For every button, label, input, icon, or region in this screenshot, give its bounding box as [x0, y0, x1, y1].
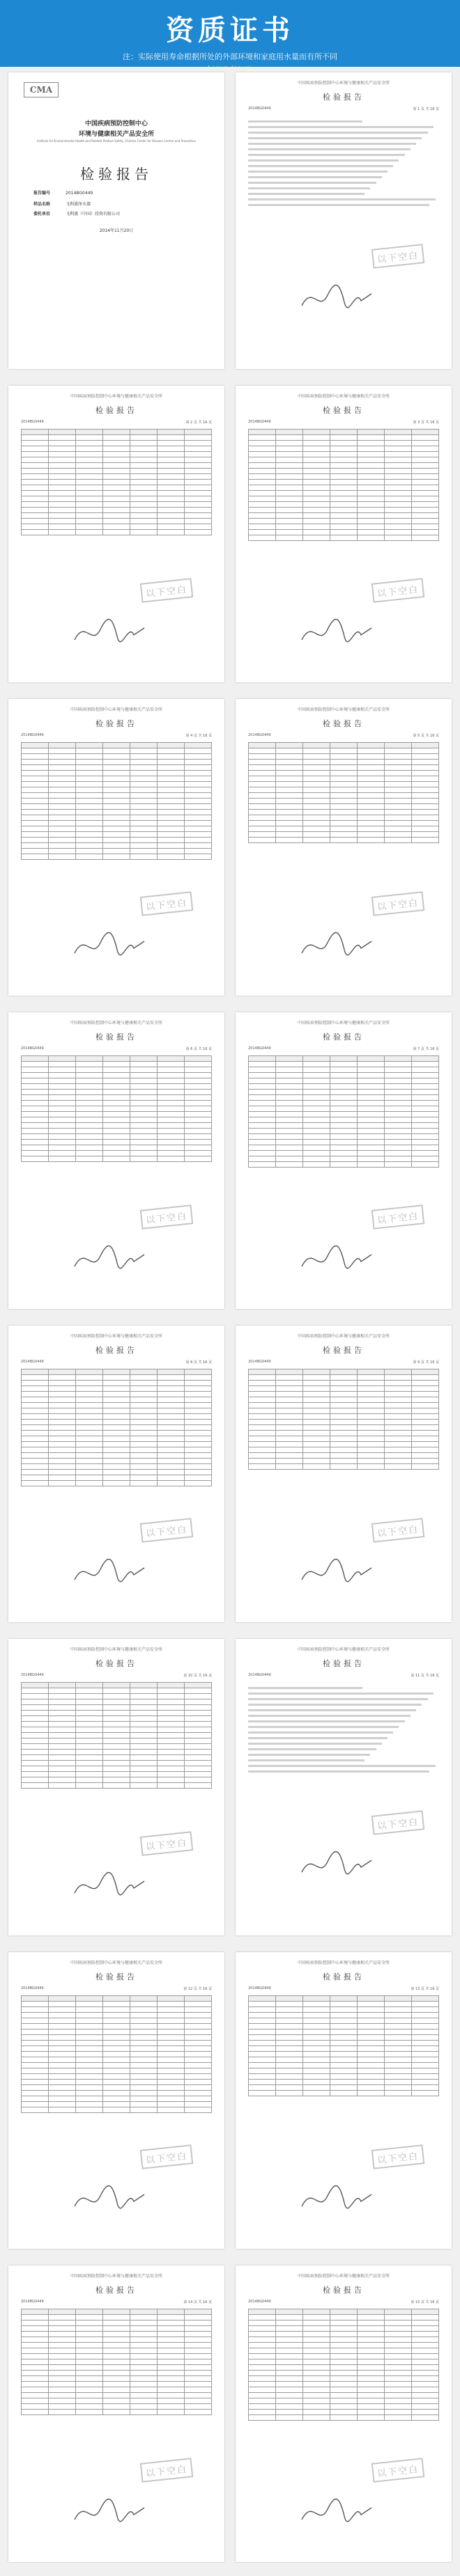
page-title: 检验报告 — [95, 1659, 137, 1668]
page-title: 检验报告 — [323, 1032, 365, 1042]
page-title: 检验报告 — [323, 1659, 365, 1668]
page-title: 检验报告 — [95, 719, 137, 728]
cover-client — [33, 210, 120, 217]
signature — [298, 1848, 375, 1883]
page-title: 检验报告 — [95, 406, 137, 415]
cma-logo: CMA — [24, 82, 59, 97]
signature — [71, 1555, 148, 1590]
page-title: 检验报告 — [323, 1346, 365, 1355]
signature — [71, 929, 148, 964]
blank-below-stamp: 以下空白 — [140, 1831, 194, 1856]
signature — [298, 1555, 375, 1590]
blank-below-stamp: 以下空白 — [371, 1518, 425, 1543]
page-report-no: 2014BG0449 — [21, 1046, 44, 1051]
page-number: 第 2 页 共 16 页 — [185, 421, 212, 425]
page-report-no: 2014BG0449 — [248, 107, 271, 111]
report-page — [8, 1639, 224, 1935]
cover-report-no — [33, 189, 93, 196]
report-page — [236, 1012, 452, 1309]
signature — [71, 2182, 148, 2217]
page-header: 中国疾病预防控制中心环境与健康相关产品安全所 — [297, 707, 390, 712]
banner — [0, 0, 460, 67]
page-meta — [236, 2295, 452, 2306]
signature — [71, 2495, 148, 2530]
page-meta — [8, 2295, 224, 2306]
page-report-no: 2014BG0449 — [21, 420, 44, 424]
report-page — [8, 386, 224, 682]
page-number: 第 14 页 共 16 页 — [183, 2300, 212, 2304]
page-report-no: 2014BG0449 — [21, 1986, 44, 1990]
blank-below-stamp: 以下空白 — [371, 578, 425, 603]
page-meta — [8, 1669, 224, 1679]
page-body-text — [236, 113, 452, 214]
page-report-no: 2014BG0449 — [248, 420, 271, 424]
page-header: 中国疾病预防控制中心环境与健康相关产品安全所 — [297, 1961, 390, 1965]
blank-below-stamp: 以下空白 — [371, 1810, 425, 1835]
page-header: 中国疾病预防控制中心环境与健康相关产品安全所 — [70, 2274, 162, 2279]
results-table — [21, 1055, 212, 1162]
page-meta — [236, 729, 452, 739]
results-table — [248, 742, 439, 843]
report-page — [236, 699, 452, 996]
report-page — [236, 1639, 452, 1935]
page-meta — [8, 1982, 224, 1993]
page-report-no: 2014BG0449 — [21, 733, 44, 737]
page-meta — [236, 1042, 452, 1053]
sample-label: 样品名称 — [33, 202, 51, 207]
page-body-text — [236, 1679, 452, 1780]
report-pages-grid — [0, 67, 460, 2576]
page-number: 第 11 页 共 16 页 — [411, 1674, 439, 1678]
page-report-no: 2014BG0449 — [248, 1046, 271, 1051]
blank-below-stamp: 以下空白 — [371, 2144, 425, 2169]
results-table — [21, 1995, 212, 2113]
page-meta — [8, 416, 224, 426]
report-page — [236, 1952, 452, 2249]
page-title: 检验报告 — [95, 1972, 137, 1981]
blank-below-stamp: 以下空白 — [140, 2144, 194, 2169]
blank-below-stamp: 以下空白 — [371, 1204, 425, 1230]
page-header: 中国疾病预防控制中心环境与健康相关产品安全所 — [70, 1647, 162, 1652]
page-header: 中国疾病预防控制中心环境与健康相关产品安全所 — [70, 1021, 162, 1026]
page-report-no: 2014BG0449 — [21, 1360, 44, 1364]
page-meta — [236, 1356, 452, 1366]
page-header: 中国疾病预防控制中心环境与健康相关产品安全所 — [297, 81, 390, 86]
page-report-no: 2014BG0449 — [248, 733, 271, 737]
page-number: 第 8 页 共 16 页 — [185, 1360, 212, 1365]
report-page — [236, 1326, 452, 1622]
page-number: 第 6 页 共 16 页 — [185, 1047, 212, 1051]
results-table — [248, 1995, 439, 2096]
report-page — [8, 2265, 224, 2562]
sample-value: 飞利浦净水器 — [66, 202, 91, 207]
page-number: 第 12 页 共 16 页 — [183, 1987, 212, 1991]
report-no-value: 2014BG0449 — [66, 191, 93, 196]
results-table — [21, 1682, 212, 1789]
page-meta — [236, 1669, 452, 1679]
banner-title: 资质证书 — [166, 15, 294, 47]
report-page — [236, 2265, 452, 2562]
page-title: 检验报告 — [323, 406, 365, 415]
signature — [298, 1242, 375, 1277]
page-header: 中国疾病预防控制中心环境与健康相关产品安全所 — [70, 707, 162, 712]
page-title: 检验报告 — [323, 93, 365, 102]
cover-sample — [33, 201, 91, 207]
results-table — [248, 1055, 439, 1168]
results-table — [21, 1369, 212, 1486]
blank-below-stamp: 以下空白 — [371, 2458, 425, 2483]
page-report-no: 2014BG0449 — [248, 1673, 271, 1677]
page-header: 中国疾病预防控制中心环境与健康相关产品安全所 — [297, 1647, 390, 1652]
page-meta — [236, 416, 452, 426]
page-meta — [236, 1982, 452, 1993]
blank-below-stamp: 以下空白 — [140, 2458, 194, 2483]
page-report-no: 2014BG0449 — [248, 1360, 271, 1364]
report-page — [8, 1326, 224, 1622]
page-number: 第 3 页 共 16 页 — [413, 421, 439, 425]
page-title: 检验报告 — [95, 2286, 137, 2295]
results-table — [248, 429, 439, 541]
page-meta — [8, 729, 224, 739]
blank-below-stamp: 以下空白 — [140, 1518, 194, 1543]
page-number: 第 10 页 共 16 页 — [183, 1674, 212, 1678]
client-label: 委托单位 — [33, 212, 51, 217]
signature — [71, 1869, 148, 1903]
blank-below-stamp: 以下空白 — [140, 578, 194, 603]
cover-page — [8, 72, 224, 369]
page-number: 第 5 页 共 16 页 — [413, 734, 439, 738]
signature — [71, 1242, 148, 1277]
page-meta — [8, 1042, 224, 1053]
client-value: 飞利浦（中国）投资有限公司 — [66, 212, 121, 217]
blank-below-stamp: 以下空白 — [140, 891, 194, 916]
signature — [298, 2182, 375, 2217]
report-no-label: 报告编号 — [33, 191, 51, 196]
org-line-2: 环境与健康相关产品安全所 — [78, 131, 154, 138]
page-number: 第 13 页 共 16 页 — [411, 1987, 439, 1991]
page-report-no: 2014BG0449 — [21, 1673, 44, 1677]
signature — [298, 2495, 375, 2530]
blank-below-stamp: 以下空白 — [371, 891, 425, 916]
cover-org — [8, 118, 224, 143]
page-header: 中国疾病预防控制中心环境与健康相关产品安全所 — [70, 394, 162, 399]
results-table — [248, 1369, 439, 1470]
page-header: 中国疾病预防控制中心环境与健康相关产品安全所 — [297, 1334, 390, 1339]
report-page — [236, 72, 452, 369]
page-report-no: 2014BG0449 — [248, 2300, 271, 2304]
page-header: 中国疾病预防控制中心环境与健康相关产品安全所 — [70, 1961, 162, 1965]
results-table — [21, 742, 212, 860]
page-header: 中国疾病预防控制中心环境与健康相关产品安全所 — [70, 1334, 162, 1339]
results-table — [21, 429, 212, 535]
report-page — [8, 1952, 224, 2249]
report-page — [8, 1012, 224, 1309]
page-title: 检验报告 — [323, 719, 365, 728]
page-meta — [236, 102, 452, 113]
signature — [71, 615, 148, 650]
signature — [298, 615, 375, 650]
banner-subtitle: 注：实际使用寿命根据所处的外部环境和家庭用水量而有所不同 — [123, 52, 337, 61]
page-title: 检验报告 — [323, 1972, 365, 1981]
blank-below-stamp: 以下空白 — [140, 1204, 194, 1230]
blank-below-stamp: 以下空白 — [371, 244, 425, 269]
org-line-1: 中国疾病预防控制中心 — [84, 120, 148, 127]
org-english: Institute for Environmental Health and Related Product Safety, Chinese Center for Disease Control and Prevention — [36, 139, 197, 143]
signature — [298, 929, 375, 964]
page-title: 检验报告 — [95, 1346, 137, 1355]
page-report-no: 2014BG0449 — [248, 1986, 271, 1990]
signature — [298, 281, 375, 316]
report-page — [8, 699, 224, 996]
page-title: 检验报告 — [95, 1032, 137, 1042]
page-number: 第 7 页 共 16 页 — [413, 1047, 439, 1051]
results-table — [21, 2309, 212, 2415]
page-header: 中国疾病预防控制中心环境与健康相关产品安全所 — [297, 394, 390, 399]
page-number: 第 4 页 共 16 页 — [185, 734, 212, 738]
page-number: 第 15 页 共 16 页 — [411, 2300, 439, 2304]
page-header: 中国疾病预防控制中心环境与健康相关产品安全所 — [297, 1021, 390, 1026]
page-header: 中国疾病预防控制中心环境与健康相关产品安全所 — [297, 2274, 390, 2279]
cover-date: 2014年11月20日 — [99, 228, 134, 233]
page-meta — [8, 1356, 224, 1366]
page-report-no: 2014BG0449 — [21, 2300, 44, 2304]
page-number: 第 1 页 共 16 页 — [413, 107, 439, 111]
results-table — [248, 2309, 439, 2421]
cover-report-title: 检验报告 — [80, 166, 153, 182]
report-page — [236, 386, 452, 682]
page-number: 第 9 页 共 16 页 — [413, 1360, 439, 1365]
page-title: 检验报告 — [323, 2286, 365, 2295]
